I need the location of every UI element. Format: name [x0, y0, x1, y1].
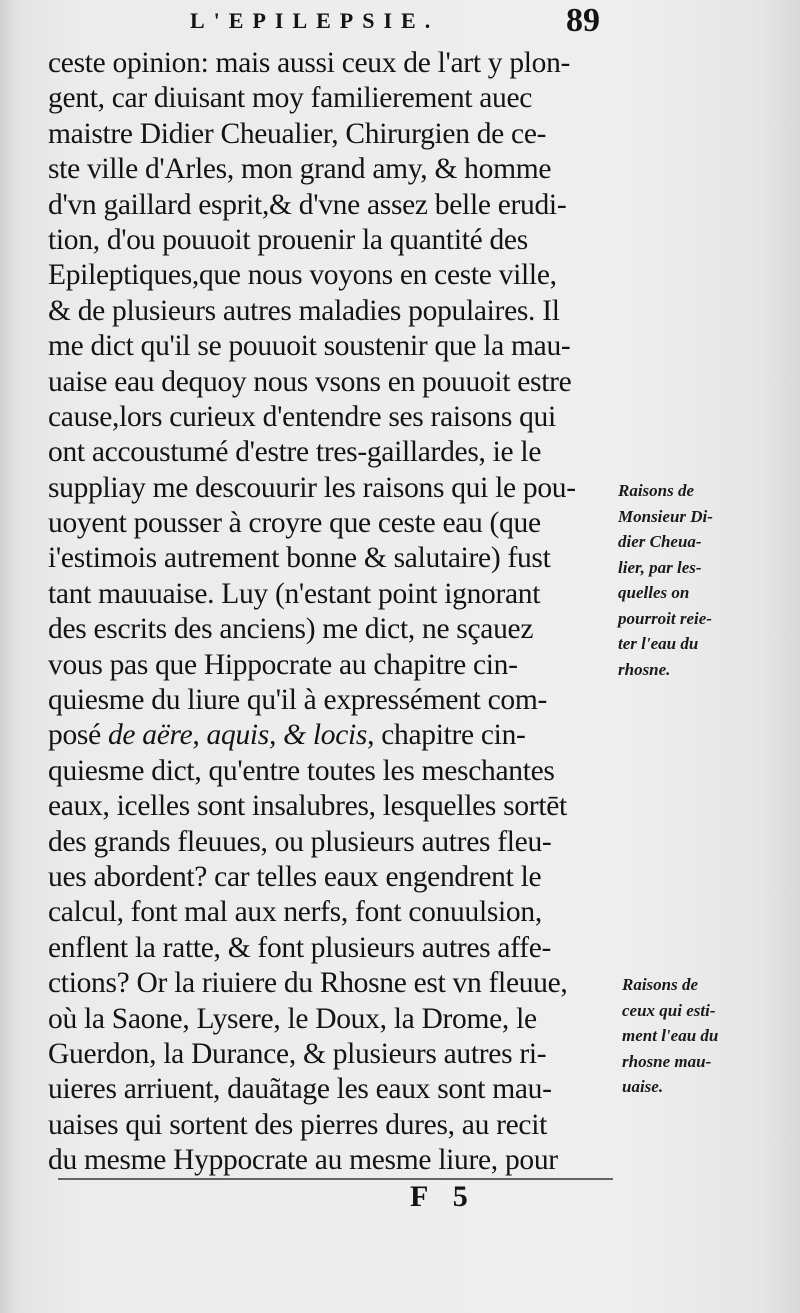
- body-text: [48, 46, 614, 1179]
- margin-note-line: ter l'eau du: [618, 634, 699, 653]
- bottom-rule: [58, 1178, 613, 1180]
- margin-note-line: Raisons de: [622, 975, 699, 994]
- text-line: ceste opinion: mais aussi ceux de l'art y plon-: [48, 47, 571, 79]
- text-segment: posé: [48, 719, 108, 752]
- text-line: tion, d'ou pouuoit prouenir la quantité des: [48, 223, 528, 256]
- text-line: des grands fleuues, ou plusieurs autres fleu-: [48, 825, 552, 858]
- margin-note-line: dier Cheua-: [618, 532, 702, 551]
- margin-note-line: rhosne.: [618, 659, 671, 679]
- running-head: L'EPILEPSIE.: [190, 8, 440, 33]
- text-line: & de plusieurs autres maladies populaires. Il: [48, 294, 560, 327]
- page-number: 89: [566, 2, 600, 39]
- text-line: quiesme dict, qu'entre toutes les meschantes: [48, 754, 555, 787]
- margin-note-raisons-rhosne: [622, 972, 718, 1100]
- text-line: suppliay me descouurir les raisons qui le pou-: [48, 471, 576, 504]
- text-line: calcul, font mal aux nerfs, font conuulsion,: [48, 896, 542, 929]
- margin-note-line: quelles on: [618, 583, 690, 602]
- text-line-with-title: [48, 718, 614, 753]
- margin-note-line: ment l'eau du: [622, 1026, 719, 1045]
- text-line: où la Saone, Lysere, le Doux, la Drome, le: [48, 1002, 537, 1035]
- margin-note-line: Monsieur Di-: [618, 506, 713, 526]
- text-line: vous pas que Hippocrate au chapitre cin-: [48, 648, 518, 681]
- text-line: uaises qui sortent des pierres dures, au recit: [48, 1108, 548, 1141]
- text-segment: , chapitre cin-: [367, 719, 526, 752]
- margin-note-line: pourroit reie-: [618, 608, 712, 628]
- margin-note-raisons-cheualier: [618, 478, 713, 682]
- text-line: ctions? Or la riuiere du Rhosne est vn fleuue,: [48, 967, 568, 1000]
- text-line: des escrits des anciens) me dict, ne sçauez: [48, 613, 534, 646]
- text-line: maistre Didier Cheualier, Chirurgien de ce-: [48, 117, 547, 150]
- margin-note-line: lier, par les-: [618, 557, 702, 577]
- margin-note-line: uaise.: [622, 1077, 664, 1096]
- text-line: uieres arriuent, dauãtage les eaux sont mau-: [48, 1073, 552, 1106]
- text-line: d'vn gaillard esprit,& d'vne assez belle erudi-: [48, 188, 567, 221]
- margin-note-line: Raisons de: [618, 481, 695, 500]
- margin-note-line: rhosne mau-: [622, 1051, 712, 1071]
- text-line: du mesme Hyppocrate au mesme liure, pour: [48, 1144, 558, 1177]
- book-title: de aëre, aquis, & locis: [107, 719, 368, 752]
- signature-mark: F 5: [410, 1180, 468, 1213]
- text-line: tant mauuaise. Luy (n'estant point ignorant: [48, 577, 541, 610]
- margin-note-line: ceux qui esti-: [622, 1000, 716, 1020]
- text-line: Guerdon, la Durance, & plusieurs autres ri-: [48, 1037, 547, 1070]
- text-line: ste ville d'Arles, mon grand amy, & homme: [48, 153, 552, 186]
- text-line: quiesme du liure qu'il à expressément com-: [48, 684, 547, 717]
- text-line: gent, car diuisant moy familierement auec: [48, 82, 533, 115]
- text-line: uaise eau dequoy nous vsons en pouuoit estre: [48, 365, 572, 398]
- text-line: ont accoustumé d'estre tres-gaillardes, ie le: [48, 436, 542, 469]
- text-line: enflent la ratte, & font plusieurs autres affe-: [48, 931, 552, 964]
- text-line: uoyent pousser à croyre que ceste eau (que: [48, 507, 541, 540]
- text-line: me dict qu'il se pouuoit soustenir que la mau-: [48, 330, 571, 363]
- text-line: cause,lors curieux d'entendre ses raisons qui: [48, 400, 556, 433]
- text-line: ues abordent? car telles eaux engendrent le: [48, 860, 542, 893]
- text-line: eaux, icelles sont insalubres, lesquelles sortēt: [48, 790, 567, 823]
- text-line: i'estimois autrement bonne & salutaire) fust: [48, 542, 551, 575]
- text-line: Epileptiques,que nous voyons en ceste ville,: [48, 259, 557, 292]
